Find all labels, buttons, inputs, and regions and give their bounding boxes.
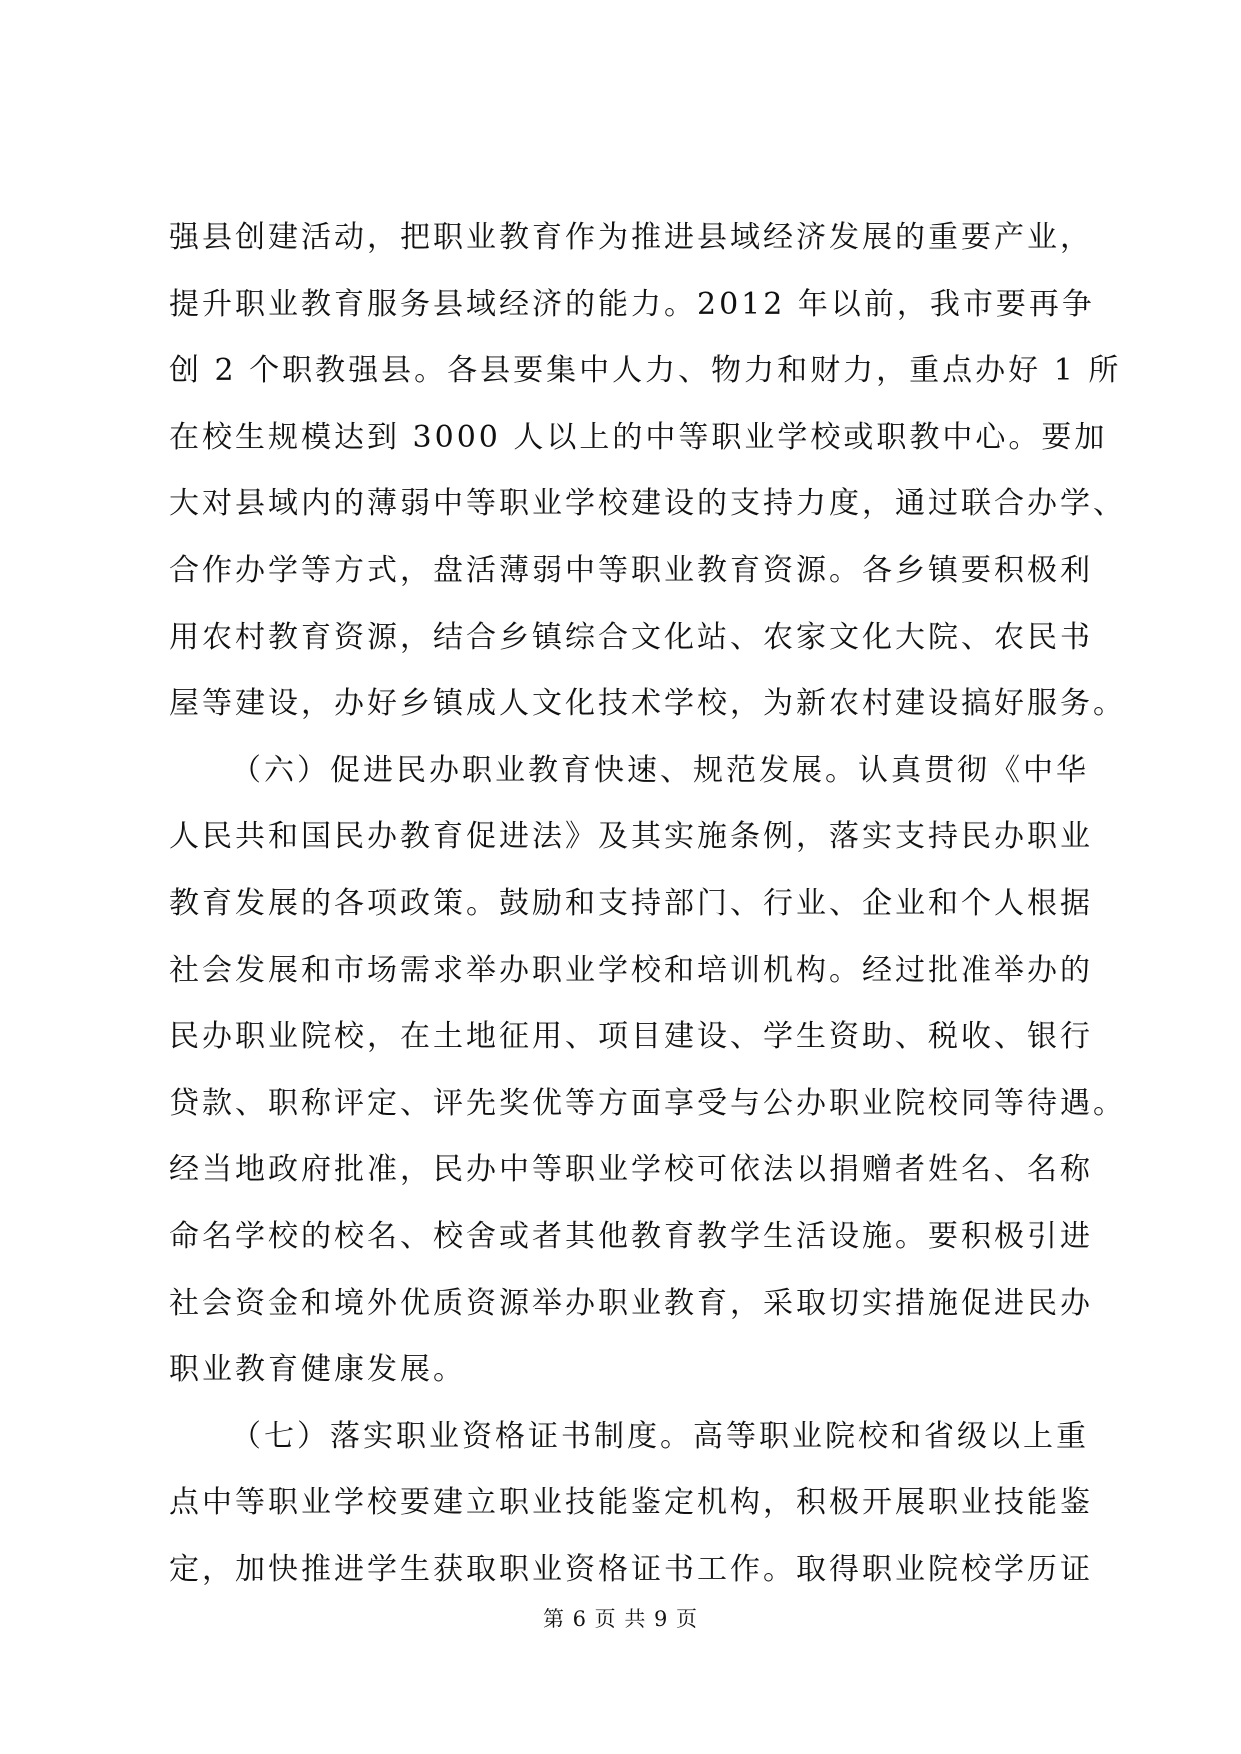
section-heading-line: （六）促进民办职业教育快速、规范发展。认真贯彻《中华 (231, 752, 1089, 788)
text-line: 教育发展的各项政策。鼓励和支持部门、行业、企业和个人根据 (169, 885, 1093, 921)
text-line: 屋等建设，办好乡镇成人文化技术学校，为新农村建设搞好服务。 (169, 686, 1126, 722)
text-line: 职业教育健康发展。 (169, 1352, 466, 1388)
text-line: 点中等职业学校要建立职业技能鉴定机构，积极开展职业技能鉴 (169, 1485, 1093, 1521)
text-line: 在校生规模达到 3000 人以上的中等职业学校或职教中心。要加 (169, 419, 1108, 455)
text-line: 贷款、职称评定、评先奖优等方面享受与公办职业院校同等待遇。 (169, 1085, 1126, 1121)
text-line: 合作办学等方式，盘活薄弱中等职业教育资源。各乡镇要积极利 (169, 552, 1093, 588)
text-line: 命名学校的校名、校舍或者其他教育教学生活设施。要积极引进 (169, 1218, 1093, 1254)
text-line: 大对县域内的薄弱中等职业学校建设的支持力度，通过联合办学、 (169, 486, 1126, 522)
body-text (169, 205, 1126, 1603)
text-line: 定，加快推进学生获取职业资格证书工作。取得职业院校学历证 (169, 1551, 1093, 1587)
text-line: 强县创建活动，把职业教育作为推进县域经济发展的重要产业， (169, 220, 1093, 255)
text-line: 社会资金和境外优质资源举办职业教育，采取切实措施促进民办 (169, 1285, 1093, 1321)
text-line: 民办职业院校，在土地征用、项目建设、学生资助、税收、银行 (169, 1019, 1093, 1055)
page-number-footer: 第 6 页 共 9 页 (542, 1607, 699, 1631)
text-line: 创 2 个职教强县。各县要集中人力、物力和财力，重点办好 1 所 (169, 353, 1122, 389)
text-line: 人民共和国民办教育促进法》及其实施条例，落实支持民办职业 (169, 819, 1093, 855)
section-heading-line: （七）落实职业资格证书制度。高等职业院校和省级以上重 (231, 1418, 1089, 1454)
text-line: 用农村教育资源，结合乡镇综合文化站、农家文化大院、农民书 (169, 619, 1093, 655)
text-line: 提升职业教育服务县域经济的能力。2012 年以前，我市要再争 (169, 286, 1095, 322)
text-line: 社会发展和市场需求举办职业学校和培训机构。经过批准举办的 (169, 952, 1093, 988)
text-line: 经当地政府批准，民办中等职业学校可依法以捐赠者姓名、名称 (169, 1152, 1093, 1188)
